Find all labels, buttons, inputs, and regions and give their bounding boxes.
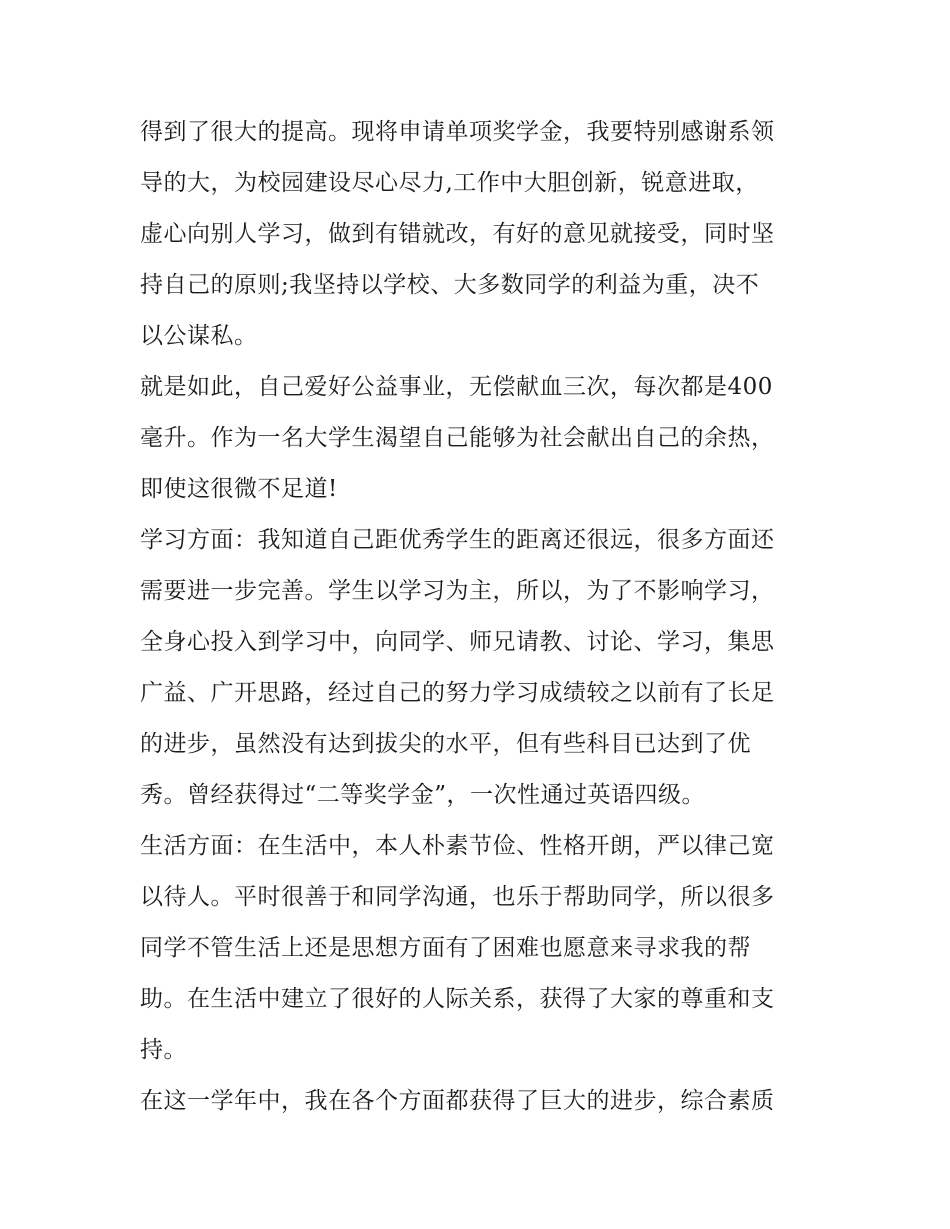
text-line: 秀。曾经获得过“二等奖学金”，一次性通过英语四级。 (140, 782, 706, 808)
text-line: 全身心投入到学习中，向同学、师兄请教、讨论、学习，集思 (140, 629, 775, 655)
text-line: 以待人。平时很善于和同学沟通，也乐于帮助同学，所以很多 (140, 884, 775, 910)
text-line: 就是如此，自己爱好公益事业，无偿献血三次，每次都是400 (140, 374, 773, 400)
text-line: 在这一学年中，我在各个方面都获得了巨大的进步，综合素质 (140, 1088, 775, 1114)
document-body (140, 107, 820, 1127)
text-line: 需要进一步完善。学生以学习为主，所以，为了不影响学习， (140, 578, 775, 604)
text-line: 学习方面：我知道自己距优秀学生的距离还很远，很多方面还 (140, 527, 775, 553)
text-line: 同学不管生活上还是思想方面有了困难也愿意来寻求我的帮 (140, 935, 751, 961)
text-line: 持自己的原则;我坚持以学校、大多数同学的利益为重，决不 (140, 272, 760, 298)
text-line: 虚心向别人学习，做到有错就改，有好的意见就接受，同时坚 (140, 221, 775, 247)
text-line: 即使这很微不足道! (140, 476, 338, 502)
text-line: 持。 (140, 1037, 187, 1063)
text-line: 得到了很大的提高。现将申请单项奖学金，我要特别感谢系领 (140, 119, 775, 145)
text-line: 导的大，为校园建设尽心尽力,工作中大胆创新，锐意进取， (140, 170, 759, 196)
text-line: 的进步，虽然没有达到拔尖的水平，但有些科目已达到了优 (140, 731, 751, 757)
text-line: 毫升。作为一名大学生渴望自己能够为社会献出自己的余热， (140, 425, 775, 451)
text-line: 生活方面：在生活中，本人朴素节俭、性格开朗，严以律己宽 (140, 833, 775, 859)
text-line: 以公谋私。 (140, 323, 258, 349)
text-line: 广益、广开思路，经过自己的努力学习成绩较之以前有了长足 (140, 680, 775, 706)
text-line: 助。在生活中建立了很好的人际关系，获得了大家的尊重和支 (140, 986, 775, 1012)
